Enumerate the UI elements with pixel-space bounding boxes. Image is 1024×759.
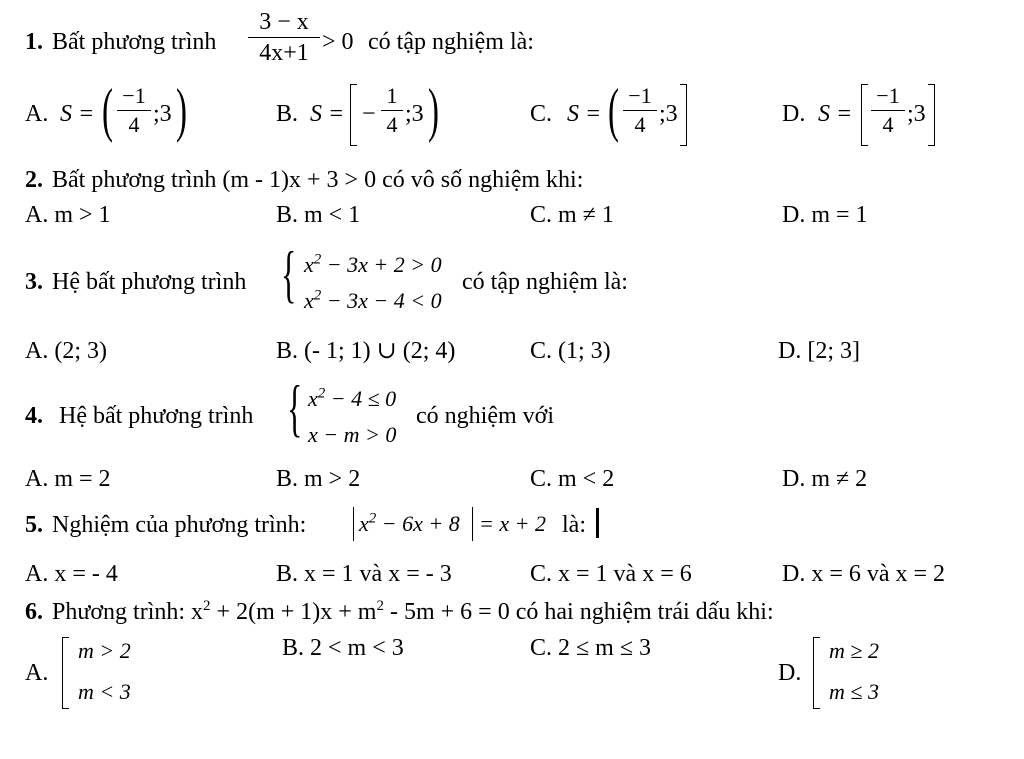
option-b: B. x = 1 và x = - 3: [276, 561, 452, 587]
system-equation-1: [304, 251, 442, 277]
option-c: C. x = 1 và x = 6: [530, 561, 692, 587]
equation-part: − 3x + 2 > 0: [321, 252, 442, 277]
exponent: 2: [313, 251, 322, 268]
option-c: C. 2 ≤ m ≤ 3: [530, 635, 652, 661]
option-a-label: A.: [25, 101, 49, 127]
option-a: A. m > 1: [25, 202, 111, 228]
open-bracket: [861, 84, 868, 146]
or-bracket: [62, 637, 69, 709]
option-a: A. m = 2: [25, 466, 111, 492]
denominator: 4: [386, 112, 398, 137]
question-tail: có nghiệm với: [416, 403, 554, 429]
fraction-bar: [248, 37, 320, 38]
fraction: [381, 85, 403, 136]
option-b: B. (- 1; 1) ∪ (2; 4): [276, 338, 456, 364]
system-brace: {: [281, 238, 297, 309]
numerator: −1: [876, 83, 900, 108]
option-a-label: A.: [25, 660, 49, 686]
question-stem: Hệ bất phương trình: [59, 403, 254, 429]
set-symbol: S =: [310, 101, 345, 127]
question-number: 5.: [25, 512, 43, 538]
close-paren: ): [176, 77, 187, 143]
option-d: D. m ≠ 2: [782, 466, 868, 492]
question-tail: có tập nghiệm là:: [368, 29, 534, 55]
fraction: [117, 85, 151, 136]
question-stem: Nghiệm của phương trình:: [52, 512, 307, 538]
option-b: B. 2 < m < 3: [282, 635, 404, 661]
interval-end: ;3: [153, 101, 172, 127]
numerator: −1: [628, 83, 652, 108]
option-a: A. (2; 3): [25, 338, 107, 364]
text-cursor: [596, 508, 599, 538]
open-bracket: [350, 84, 357, 146]
fraction-bar: [871, 110, 905, 111]
option-b: B. m > 2: [276, 466, 361, 492]
inequality: > 0: [322, 29, 354, 55]
set-symbol: S =: [567, 101, 602, 127]
close-paren: ): [428, 77, 439, 143]
question-number: 6.: [25, 599, 43, 625]
or-bracket: [813, 637, 820, 709]
stem-part: + 2(m + 1)x + m: [210, 599, 377, 625]
fraction-bar: [117, 110, 151, 111]
open-paren: (: [102, 77, 113, 143]
condition-2: m < 3: [78, 679, 131, 704]
numerator: −1: [122, 83, 146, 108]
option-b: B. m < 1: [276, 202, 361, 228]
close-bracket: [680, 84, 687, 146]
equation-part: x: [304, 288, 314, 313]
question-number: 3.: [25, 269, 43, 295]
abs-bar-left: [353, 507, 354, 541]
question-number: 4.: [25, 403, 43, 429]
condition-1: m ≥ 2: [829, 638, 879, 663]
exponent: 2: [368, 510, 377, 527]
set-symbol: S =: [60, 101, 95, 127]
option-d-label: D.: [778, 660, 802, 686]
option-c: C. (1; 3): [530, 338, 611, 364]
option-d: D. x = 6 và x = 2: [782, 561, 946, 587]
question-stem: Bất phương trình: [52, 29, 217, 55]
denominator: 4: [634, 112, 646, 137]
system-equation-2: x − m > 0: [308, 422, 397, 447]
option-d-label: D.: [782, 101, 806, 127]
exponent: 2: [376, 598, 384, 614]
numerator: 3 − x: [259, 9, 309, 35]
abs-expression: [359, 510, 460, 536]
question-number: 2.: [25, 167, 43, 193]
exponent: 2: [317, 385, 326, 402]
equation-part: x: [359, 511, 369, 536]
option-c: C. m < 2: [530, 466, 615, 492]
minus-sign: −: [362, 101, 376, 127]
question-tail: là:: [562, 512, 586, 538]
question-stem: [52, 600, 774, 624]
close-bracket: [928, 84, 935, 146]
option-d: D. [2; 3]: [778, 338, 860, 364]
fraction-bar: [623, 110, 657, 111]
condition-2: m ≤ 3: [829, 679, 879, 704]
denominator: 4: [882, 112, 894, 137]
system-brace: {: [287, 372, 303, 443]
denominator: 4x+1: [259, 40, 309, 66]
interval-end: ;3: [405, 101, 424, 127]
system-equation-2: [304, 287, 442, 313]
condition-1: m > 2: [78, 638, 131, 663]
stem-part: Phương trình: x: [52, 599, 204, 625]
option-a: A. x = - 4: [25, 561, 118, 587]
fraction: [623, 85, 657, 136]
equation-rhs: = x + 2: [479, 511, 546, 536]
abs-bar-right: [472, 507, 473, 541]
fraction: [248, 10, 320, 65]
equation-part: x: [308, 386, 318, 411]
question-number: 1.: [25, 29, 43, 55]
numerator: 1: [386, 83, 398, 108]
equation-part: x: [304, 252, 314, 277]
option-d: D. m = 1: [782, 202, 868, 228]
stem-part: - 5m + 6 = 0 có hai nghiệm trái dấu khi:: [383, 599, 774, 625]
set-symbol: S =: [818, 101, 853, 127]
equation-part: − 4 ≤ 0: [325, 386, 397, 411]
option-b-label: B.: [276, 101, 299, 127]
option-c: C. m ≠ 1: [530, 202, 614, 228]
question-stem: Bất phương trình (m - 1)x + 3 > 0 có vô số nghiệm khi:: [52, 167, 584, 193]
interval-end: ;3: [659, 101, 678, 127]
denominator: 4: [128, 112, 140, 137]
equation-part: − 3x − 4 < 0: [321, 288, 442, 313]
system-equation-1: [308, 385, 397, 411]
equation-part: − 6x + 8: [376, 511, 460, 536]
open-paren: (: [608, 77, 619, 143]
fraction: [871, 85, 905, 136]
interval-end: ;3: [907, 101, 926, 127]
exponent: 2: [313, 287, 322, 304]
question-tail: có tập nghiệm là:: [462, 269, 628, 295]
exponent: 2: [203, 598, 211, 614]
fraction-bar: [381, 110, 403, 111]
question-stem: Hệ bất phương trình: [52, 269, 247, 295]
option-c-label: C.: [530, 101, 553, 127]
